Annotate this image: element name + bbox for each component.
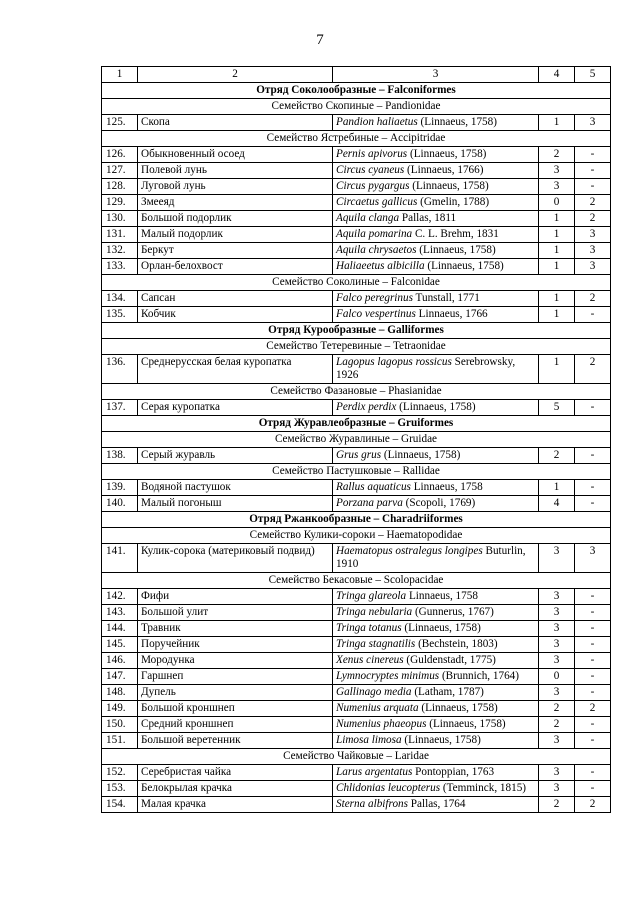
latin-name-cell [333, 195, 539, 211]
latin-name: Tringa stagnatilis [336, 638, 416, 650]
latin-name: Circaetus gallicus [336, 196, 418, 208]
latin-name-cell [333, 480, 539, 496]
status-category: 3 [539, 621, 575, 637]
latin-name-cell [333, 733, 539, 749]
species-authority: (Linnaeus, 1758) [401, 622, 481, 634]
species-number: 125. [102, 115, 138, 131]
species-number: 153. [102, 781, 138, 797]
species-row [102, 717, 611, 733]
status-class: 2 [575, 701, 611, 717]
latin-name: Falco vespertinus [336, 308, 416, 320]
species-row [102, 733, 611, 749]
russian-name: Серый журавль [138, 448, 333, 464]
species-row [102, 621, 611, 637]
latin-name: Aquila clanga [336, 212, 400, 224]
status-class: 2 [575, 797, 611, 813]
species-authority: (Guldenstadt, 1775) [403, 654, 496, 666]
species-number: 130. [102, 211, 138, 227]
status-category: 1 [539, 243, 575, 259]
russian-name: Мородунка [138, 653, 333, 669]
russian-name: Среднерусская белая куропатка [138, 355, 333, 384]
species-authority: Tunstall, 1771 [412, 292, 480, 304]
latin-name-cell [333, 797, 539, 813]
status-class: 3 [575, 227, 611, 243]
russian-name: Кулик-сорока (материковый подвид) [138, 544, 333, 573]
species-number: 142. [102, 589, 138, 605]
family-row [102, 99, 611, 115]
status-category: 1 [539, 291, 575, 307]
latin-name: Circus cyaneus [336, 164, 405, 176]
russian-name: Малый подорлик [138, 227, 333, 243]
status-class: - [575, 605, 611, 621]
species-row [102, 637, 611, 653]
latin-name-cell [333, 227, 539, 243]
russian-name: Серебристая чайка [138, 765, 333, 781]
status-category: 1 [539, 211, 575, 227]
russian-name: Большой улит [138, 605, 333, 621]
latin-name-cell [333, 179, 539, 195]
family-heading: Семейство Соколиные – Falconidae [102, 275, 611, 291]
species-authority: Pontoppian, 1763 [412, 766, 495, 778]
status-class: - [575, 480, 611, 496]
family-row [102, 131, 611, 147]
species-number: 127. [102, 163, 138, 179]
species-authority: (Brunnich, 1764) [439, 670, 519, 682]
species-number: 147. [102, 669, 138, 685]
species-row [102, 589, 611, 605]
species-table-body [102, 67, 611, 813]
species-authority: (Linnaeus, 1758) [381, 449, 461, 461]
header-cell: 5 [575, 67, 611, 83]
species-row [102, 163, 611, 179]
russian-name: Полевой лунь [138, 163, 333, 179]
status-category: 1 [539, 480, 575, 496]
status-class: - [575, 669, 611, 685]
latin-name: Numenius arquata [336, 702, 419, 714]
order-heading: Отряд Ржанкообразные – Charadriiformes [102, 512, 611, 528]
species-authority: (Linnaeus, 1758) [426, 718, 506, 730]
russian-name: Гаршнеп [138, 669, 333, 685]
species-authority: Pallas, 1764 [408, 798, 466, 810]
status-category: 1 [539, 307, 575, 323]
latin-name-cell [333, 701, 539, 717]
species-number: 135. [102, 307, 138, 323]
species-row [102, 227, 611, 243]
russian-name: Луговой лунь [138, 179, 333, 195]
russian-name: Малая крачка [138, 797, 333, 813]
latin-name-cell [333, 147, 539, 163]
status-class: - [575, 496, 611, 512]
species-row [102, 115, 611, 131]
status-class: - [575, 621, 611, 637]
latin-name-cell [333, 669, 539, 685]
species-number: 133. [102, 259, 138, 275]
status-class: - [575, 653, 611, 669]
latin-name: Tringa totanus [336, 622, 402, 634]
species-authority: Pallas, 1811 [399, 212, 457, 224]
family-row [102, 573, 611, 589]
species-authority: (Linnaeus, 1766) [404, 164, 484, 176]
status-class: 3 [575, 259, 611, 275]
species-number: 128. [102, 179, 138, 195]
status-category: 2 [539, 448, 575, 464]
species-row [102, 544, 611, 573]
status-class: - [575, 717, 611, 733]
family-row [102, 528, 611, 544]
species-authority: (Linnaeus, 1758) [418, 702, 498, 714]
latin-name-cell [333, 717, 539, 733]
latin-name-cell [333, 621, 539, 637]
species-authority: (Scopoli, 1769) [402, 497, 476, 509]
status-category: 2 [539, 717, 575, 733]
status-class: - [575, 781, 611, 797]
header-cell: 1 [102, 67, 138, 83]
species-number: 151. [102, 733, 138, 749]
status-class: - [575, 179, 611, 195]
species-number: 141. [102, 544, 138, 573]
family-heading: Семейство Фазановые – Phasianidae [102, 384, 611, 400]
species-number: 144. [102, 621, 138, 637]
status-class: 2 [575, 355, 611, 384]
latin-name: Numenius phaeopus [336, 718, 427, 730]
species-row [102, 685, 611, 701]
latin-name-cell [333, 781, 539, 797]
latin-name-cell [333, 448, 539, 464]
species-authority: (Latham, 1787) [411, 686, 484, 698]
species-row [102, 701, 611, 717]
status-category: 1 [539, 259, 575, 275]
order-row [102, 416, 611, 432]
russian-name: Серая куропатка [138, 400, 333, 416]
russian-name: Большой подорлик [138, 211, 333, 227]
russian-name: Водяной пастушок [138, 480, 333, 496]
species-number: 145. [102, 637, 138, 653]
status-class: - [575, 163, 611, 179]
russian-name: Сапсан [138, 291, 333, 307]
species-number: 138. [102, 448, 138, 464]
latin-name: Limosa limosa [336, 734, 402, 746]
status-category: 3 [539, 781, 575, 797]
species-row [102, 211, 611, 227]
species-number: 152. [102, 765, 138, 781]
species-row [102, 259, 611, 275]
family-row [102, 384, 611, 400]
status-category: 3 [539, 637, 575, 653]
russian-name: Обыкновенный осоед [138, 147, 333, 163]
species-authority: (Linnaeus, 1758) [424, 260, 504, 272]
status-class: - [575, 448, 611, 464]
russian-name: Поручейник [138, 637, 333, 653]
status-category: 3 [539, 765, 575, 781]
family-row [102, 339, 611, 355]
family-heading: Семейство Бекасовые – Scolopacidae [102, 573, 611, 589]
latin-name: Larus argentatus [336, 766, 413, 778]
family-heading: Семейство Тетеревиные – Tetraonidae [102, 339, 611, 355]
species-number: 131. [102, 227, 138, 243]
species-number: 132. [102, 243, 138, 259]
species-row [102, 605, 611, 621]
family-row [102, 464, 611, 480]
species-number: 140. [102, 496, 138, 512]
status-category: 1 [539, 115, 575, 131]
status-class: 2 [575, 195, 611, 211]
russian-name: Кобчик [138, 307, 333, 323]
order-heading: Отряд Соколообразные – Falconiformes [102, 83, 611, 99]
status-category: 3 [539, 685, 575, 701]
species-row [102, 355, 611, 384]
latin-name: Lymnocryptes minimus [336, 670, 440, 682]
species-row [102, 448, 611, 464]
status-category: 3 [539, 605, 575, 621]
species-row [102, 400, 611, 416]
status-category: 4 [539, 496, 575, 512]
latin-name: Chlidonias leucopterus [336, 782, 441, 794]
family-heading: Семейство Пастушковые – Rallidae [102, 464, 611, 480]
latin-name-cell [333, 243, 539, 259]
species-authority: C. L. Brehm, 1831 [412, 228, 499, 240]
status-category: 3 [539, 163, 575, 179]
species-authority: Linnaeus, 1758 [406, 590, 478, 602]
species-authority: Buturlin, 1910 [336, 545, 526, 570]
status-category: 2 [539, 797, 575, 813]
species-authority: (Linnaeus, 1758) [396, 401, 476, 413]
header-cell: 4 [539, 67, 575, 83]
latin-name: Perdix perdix [336, 401, 397, 413]
order-row [102, 83, 611, 99]
latin-name-cell [333, 637, 539, 653]
latin-name-cell [333, 163, 539, 179]
latin-name: Grus grus [336, 449, 382, 461]
russian-name: Малый погоныш [138, 496, 333, 512]
latin-name-cell [333, 259, 539, 275]
family-row [102, 432, 611, 448]
order-heading: Отряд Курообразные – Galliformes [102, 323, 611, 339]
latin-name: Tringa glareola [336, 590, 407, 602]
species-row [102, 765, 611, 781]
order-row [102, 323, 611, 339]
russian-name: Дупель [138, 685, 333, 701]
species-authority: (Linnaeus, 1758) [417, 116, 497, 128]
status-class: - [575, 589, 611, 605]
russian-name: Змееяд [138, 195, 333, 211]
status-class: 2 [575, 211, 611, 227]
species-row [102, 781, 611, 797]
status-category: 3 [539, 589, 575, 605]
status-class: - [575, 637, 611, 653]
species-number: 129. [102, 195, 138, 211]
species-authority: (Linnaeus, 1758) [407, 148, 487, 160]
latin-name: Sterna albifrons [336, 798, 408, 810]
latin-name: Haematopus ostralegus longipes [336, 545, 483, 557]
species-authority: (Linnaeus, 1758) [409, 180, 489, 192]
species-number: 146. [102, 653, 138, 669]
russian-name: Травник [138, 621, 333, 637]
species-number: 134. [102, 291, 138, 307]
species-authority: (Linnaeus, 1758) [416, 244, 496, 256]
species-row [102, 669, 611, 685]
latin-name-cell [333, 211, 539, 227]
latin-name: Lagopus lagopus rossicus [336, 356, 452, 368]
status-class: 3 [575, 115, 611, 131]
species-authority: Serebrowsky, 1926 [336, 356, 516, 381]
latin-name-cell [333, 496, 539, 512]
species-number: 148. [102, 685, 138, 701]
species-authority: (Linnaeus, 1758) [401, 734, 481, 746]
species-row [102, 307, 611, 323]
page-number: 7 [316, 32, 324, 48]
species-number: 126. [102, 147, 138, 163]
order-heading: Отряд Журавлеобразные – Gruiformes [102, 416, 611, 432]
latin-name: Tringa nebularia [336, 606, 413, 618]
latin-name: Pandion haliaetus [336, 116, 418, 128]
latin-name: Porzana parva [336, 497, 403, 509]
status-class: 2 [575, 291, 611, 307]
header-row [102, 67, 611, 83]
species-row [102, 797, 611, 813]
latin-name: Aquila pomarina [336, 228, 413, 240]
latin-name: Xenus cinereus [336, 654, 404, 666]
latin-name: Rallus aquaticus [336, 481, 411, 493]
species-authority: Linnaeus, 1766 [415, 308, 488, 320]
russian-name: Орлан-белохвост [138, 259, 333, 275]
latin-name-cell [333, 544, 539, 573]
latin-name: Aquila chrysaetos [336, 244, 417, 256]
russian-name: Большой веретенник [138, 733, 333, 749]
status-category: 3 [539, 653, 575, 669]
status-class: 3 [575, 544, 611, 573]
status-class: - [575, 685, 611, 701]
status-category: 0 [539, 669, 575, 685]
species-authority: (Gunnerus, 1767) [412, 606, 494, 618]
latin-name-cell [333, 355, 539, 384]
latin-name-cell [333, 307, 539, 323]
latin-name-cell [333, 291, 539, 307]
latin-name-cell [333, 605, 539, 621]
species-number: 154. [102, 797, 138, 813]
status-category: 1 [539, 355, 575, 384]
family-heading: Семейство Ястребиные – Accipitridae [102, 131, 611, 147]
family-heading: Семейство Скопиные – Pandionidae [102, 99, 611, 115]
species-row [102, 653, 611, 669]
latin-name-cell [333, 765, 539, 781]
species-number: 149. [102, 701, 138, 717]
latin-name-cell [333, 115, 539, 131]
species-row [102, 480, 611, 496]
russian-name: Фифи [138, 589, 333, 605]
status-category: 2 [539, 147, 575, 163]
latin-name: Haliaeetus albicilla [336, 260, 425, 272]
species-authority: Linnaeus, 1758 [410, 481, 483, 493]
species-number: 150. [102, 717, 138, 733]
status-category: 2 [539, 701, 575, 717]
species-table [101, 66, 611, 813]
russian-name: Беркут [138, 243, 333, 259]
status-category: 5 [539, 400, 575, 416]
header-cell: 3 [333, 67, 539, 83]
species-authority: (Bechstein, 1803) [415, 638, 498, 650]
family-heading: Семейство Кулики-сороки – Haematopodidae [102, 528, 611, 544]
species-number: 139. [102, 480, 138, 496]
russian-name: Белокрылая крачка [138, 781, 333, 797]
status-class: - [575, 147, 611, 163]
status-class: - [575, 400, 611, 416]
latin-name-cell [333, 653, 539, 669]
latin-name-cell [333, 589, 539, 605]
status-category: 1 [539, 227, 575, 243]
species-row [102, 291, 611, 307]
species-row [102, 179, 611, 195]
species-row [102, 147, 611, 163]
family-row [102, 275, 611, 291]
species-row [102, 243, 611, 259]
species-row [102, 195, 611, 211]
status-category: 3 [539, 544, 575, 573]
latin-name-cell [333, 685, 539, 701]
status-category: 0 [539, 195, 575, 211]
status-class: - [575, 765, 611, 781]
family-row [102, 749, 611, 765]
latin-name: Falco peregrinus [336, 292, 413, 304]
species-number: 137. [102, 400, 138, 416]
russian-name: Большой кроншнеп [138, 701, 333, 717]
species-number: 143. [102, 605, 138, 621]
status-class: - [575, 733, 611, 749]
latin-name: Gallinago media [336, 686, 412, 698]
family-heading: Семейство Чайковые – Laridae [102, 749, 611, 765]
status-category: 3 [539, 733, 575, 749]
status-class: 3 [575, 243, 611, 259]
latin-name-cell [333, 400, 539, 416]
species-authority: (Gmelin, 1788) [417, 196, 490, 208]
latin-name: Pernis apivorus [336, 148, 408, 160]
russian-name: Скопа [138, 115, 333, 131]
latin-name: Circus pygargus [336, 180, 410, 192]
status-category: 3 [539, 179, 575, 195]
header-cell: 2 [138, 67, 333, 83]
russian-name: Средний кроншнеп [138, 717, 333, 733]
family-heading: Семейство Журавлиные – Gruidae [102, 432, 611, 448]
status-class: - [575, 307, 611, 323]
species-number: 136. [102, 355, 138, 384]
species-authority: (Temminck, 1815) [440, 782, 527, 794]
order-row [102, 512, 611, 528]
species-row [102, 496, 611, 512]
